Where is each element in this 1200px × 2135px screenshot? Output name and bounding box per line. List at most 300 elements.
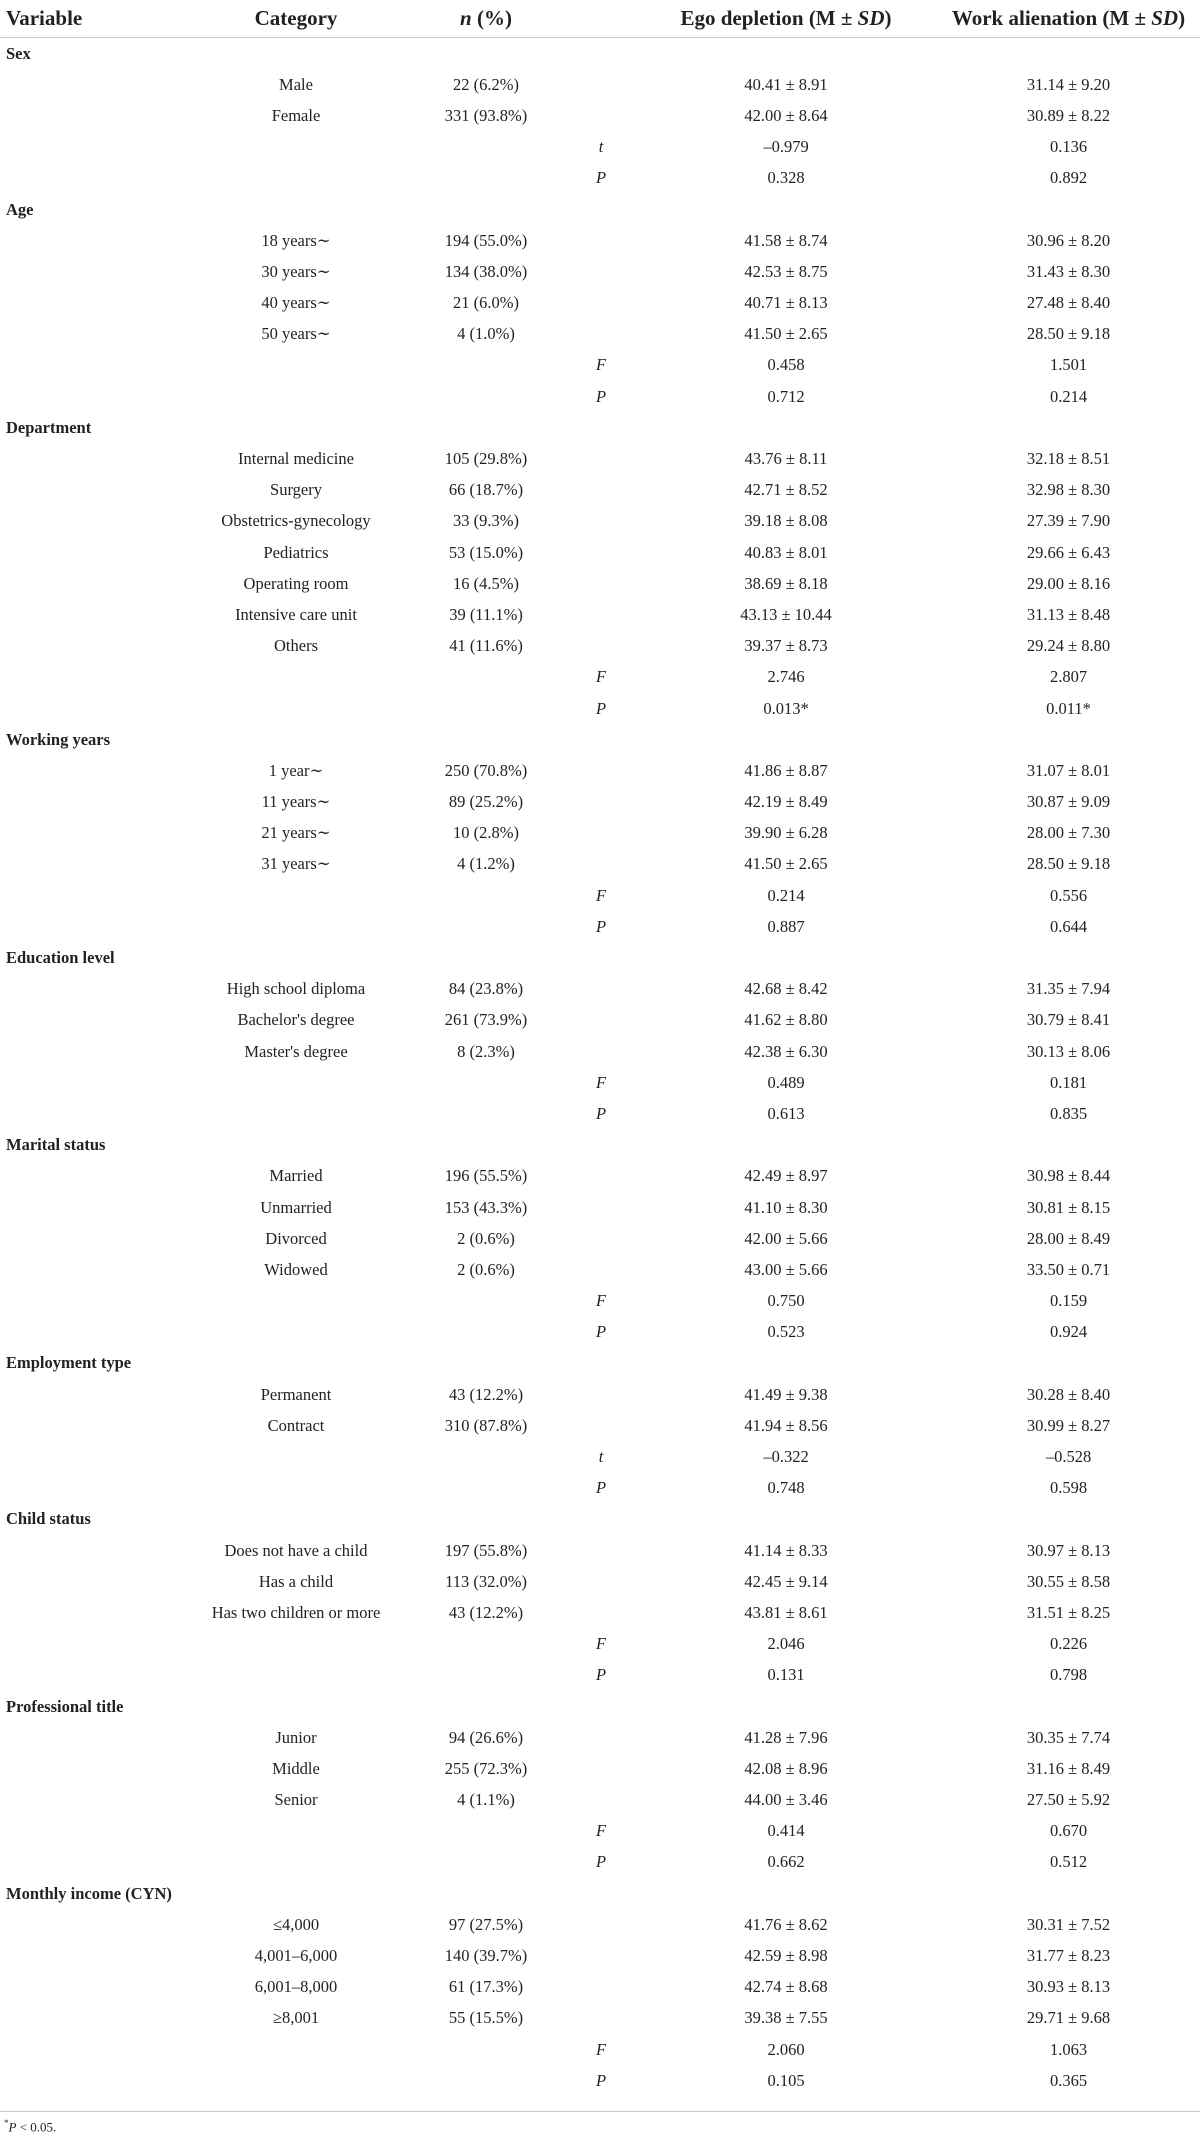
- statistic-cell: [561, 974, 641, 1005]
- table-row: [0, 1161, 1200, 1192]
- stat-row: [0, 2034, 1200, 2065]
- n-percent-cell: 4 (1.1%): [457, 1790, 515, 1810]
- variable-cell: [0, 755, 181, 786]
- category-cell: [181, 1441, 411, 1472]
- ego-depletion-cell: 41.94 ± 8.56: [744, 1415, 828, 1435]
- n-percent-cell: 2 (0.6%): [457, 1228, 515, 1248]
- table-row: [0, 1036, 1200, 1067]
- category-cell: [181, 2065, 411, 2096]
- category-cell: [181, 1847, 411, 1878]
- variable-cell: [0, 1629, 181, 1660]
- variable-cell: [0, 475, 181, 506]
- work-alienation-stat: 0.835: [1049, 1103, 1088, 1123]
- work-alienation-cell: 31.13 ± 8.48: [1026, 604, 1111, 624]
- ego-depletion-cell: 39.38 ± 7.55: [744, 2008, 828, 2028]
- stat-row: [0, 1317, 1200, 1348]
- work-alienation-cell: 30.31 ± 7.52: [1026, 1914, 1111, 1934]
- statistic-label: F: [595, 1072, 607, 1092]
- work-alienation-stat: 0.214: [1049, 386, 1088, 406]
- work-alienation-cell: 29.71 ± 9.68: [1026, 2008, 1111, 2028]
- n-percent-cell: 310 (87.8%): [444, 1415, 528, 1435]
- variable-cell: [0, 818, 181, 849]
- statistic-label: P: [595, 1322, 607, 1342]
- statistic-cell: [561, 1036, 641, 1067]
- n-percent-cell: [411, 1098, 561, 1129]
- group-header-row: [0, 724, 1200, 755]
- variable-cell: [0, 568, 181, 599]
- n-percent-cell: [411, 381, 561, 412]
- statistic-cell: [561, 755, 641, 786]
- ego-depletion-stat: 2.746: [767, 667, 805, 687]
- work-alienation-cell: 30.89 ± 8.22: [1026, 105, 1111, 125]
- work-alienation-cell: 30.93 ± 8.13: [1026, 1977, 1111, 1997]
- stat-row: [0, 1629, 1200, 1660]
- group-header-row: [0, 942, 1200, 973]
- variable-cell: [0, 69, 181, 100]
- table-row: [0, 849, 1200, 880]
- category-cell: Unmarried: [260, 1197, 332, 1217]
- ego-depletion-stat: 0.328: [767, 168, 805, 188]
- ego-depletion-cell: 41.62 ± 8.80: [744, 1010, 828, 1030]
- variable-cell: [0, 631, 181, 662]
- work-alienation-cell: 31.77 ± 8.23: [1026, 1946, 1111, 1966]
- variable-cell: [0, 443, 181, 474]
- category-cell: ≤4,000: [272, 1914, 320, 1934]
- statistic-cell: [561, 1410, 641, 1441]
- variable-group-label: Marital status: [6, 1135, 106, 1155]
- n-percent-cell: 261 (73.9%): [444, 1010, 528, 1030]
- category-cell: 6,001–8,000: [254, 1977, 338, 1997]
- statistic-cell: [561, 256, 641, 287]
- n-percent-cell: 66 (18.7%): [448, 480, 524, 500]
- variable-group-label: Education level: [6, 948, 115, 968]
- table-row: [0, 1940, 1200, 1971]
- header-n-percent: n (%): [411, 0, 561, 38]
- work-alienation-cell: 30.13 ± 8.06: [1026, 1041, 1111, 1061]
- statistic-cell: [561, 1909, 641, 1940]
- variable-cell: [0, 1005, 181, 1036]
- category-cell: 31 years∼: [261, 854, 331, 874]
- ego-depletion-cell: 42.00 ± 5.66: [744, 1228, 828, 1248]
- category-cell: [181, 880, 411, 911]
- category-cell: Married: [269, 1166, 323, 1186]
- category-cell: 18 years∼: [261, 230, 331, 250]
- statistic-label: P: [595, 1665, 607, 1685]
- ego-depletion-cell: 41.28 ± 7.96: [744, 1727, 828, 1747]
- statistic-label: t: [598, 1447, 604, 1467]
- category-cell: ≥8,001: [272, 2008, 320, 2028]
- ego-depletion-cell: 39.90 ± 6.28: [744, 823, 828, 843]
- variable-cell: [0, 225, 181, 256]
- category-cell: [181, 911, 411, 942]
- ego-depletion-cell: 42.59 ± 8.98: [744, 1946, 828, 1966]
- variable-cell: [0, 1816, 181, 1847]
- n-percent-cell: [411, 132, 561, 163]
- category-cell: Surgery: [270, 480, 322, 500]
- work-alienation-cell: 31.14 ± 9.20: [1026, 74, 1111, 94]
- variable-cell: [0, 1098, 181, 1129]
- group-header-row: [0, 1130, 1200, 1161]
- category-cell: [181, 1660, 411, 1691]
- n-percent-cell: 94 (26.6%): [448, 1727, 524, 1747]
- n-percent-cell: [411, 1286, 561, 1317]
- ego-depletion-cell: 44.00 ± 3.46: [744, 1790, 828, 1810]
- category-cell: Female: [271, 105, 321, 125]
- variable-group-label: Professional title: [6, 1696, 124, 1716]
- header-row: [0, 0, 1200, 38]
- ego-depletion-stat: 0.458: [767, 355, 805, 375]
- ego-depletion-stat: 0.131: [767, 1665, 805, 1685]
- ego-depletion-stat: 0.887: [767, 916, 805, 936]
- table-row: [0, 319, 1200, 350]
- variable-group-label: Child status: [6, 1509, 91, 1529]
- n-percent-cell: 39 (11.1%): [449, 604, 523, 624]
- n-percent-cell: 89 (25.2%): [448, 792, 524, 812]
- work-alienation-stat: 0.556: [1049, 885, 1088, 905]
- work-alienation-cell: 31.35 ± 7.94: [1026, 979, 1111, 999]
- work-alienation-stat: 0.512: [1049, 1852, 1088, 1872]
- table-row: [0, 1005, 1200, 1036]
- statistic-cell: [561, 288, 641, 319]
- table-row: [0, 1597, 1200, 1628]
- statistic-cell: [561, 69, 641, 100]
- table-row: [0, 631, 1200, 662]
- work-alienation-cell: 30.99 ± 8.27: [1026, 1415, 1111, 1435]
- header-statistic: [561, 0, 641, 38]
- group-header-row: [0, 1348, 1200, 1379]
- footnote: *P < 0.05.: [0, 2111, 1200, 2135]
- variable-cell: [0, 1441, 181, 1472]
- work-alienation-stat: 0.181: [1049, 1072, 1088, 1092]
- statistic-label: t: [598, 137, 604, 157]
- variable-cell: [0, 1722, 181, 1753]
- n-percent-cell: 84 (23.8%): [448, 979, 524, 999]
- ego-depletion-cell: 42.00 ± 8.64: [744, 105, 828, 125]
- n-percent-cell: 43 (12.2%): [448, 1384, 524, 1404]
- variable-group-label: Working years: [6, 729, 111, 749]
- stat-row: [0, 1067, 1200, 1098]
- variable-cell: [0, 662, 181, 693]
- work-alienation-cell: 30.81 ± 8.15: [1026, 1197, 1111, 1217]
- statistic-cell: [561, 631, 641, 662]
- variable-cell: [0, 350, 181, 381]
- work-alienation-cell: 31.51 ± 8.25: [1026, 1602, 1111, 1622]
- header-variable: Variable: [0, 0, 181, 38]
- n-percent-cell: 255 (72.3%): [444, 1758, 528, 1778]
- table-row: [0, 1254, 1200, 1285]
- statistic-label: F: [595, 2039, 607, 2059]
- table-row: [0, 1753, 1200, 1784]
- n-percent-cell: 2 (0.6%): [457, 1259, 515, 1279]
- work-alienation-stat: 0.365: [1049, 2070, 1088, 2090]
- ego-depletion-stat: 0.750: [767, 1291, 805, 1311]
- n-percent-cell: [411, 880, 561, 911]
- ego-depletion-cell: 40.71 ± 8.13: [744, 293, 828, 313]
- category-cell: [181, 1067, 411, 1098]
- work-alienation-cell: 28.00 ± 8.49: [1026, 1228, 1111, 1248]
- table-row: [0, 755, 1200, 786]
- category-cell: [181, 662, 411, 693]
- n-percent-cell: 8 (2.3%): [457, 1041, 515, 1061]
- n-percent-cell: [411, 1441, 561, 1472]
- statistic-cell: [561, 1379, 641, 1410]
- table-row: [0, 225, 1200, 256]
- work-alienation-stat: 0.011*: [1046, 698, 1091, 718]
- variable-cell: [0, 2065, 181, 2096]
- group-header-row: [0, 412, 1200, 443]
- work-alienation-cell: 30.55 ± 8.58: [1026, 1571, 1111, 1591]
- statistic-cell: [561, 787, 641, 818]
- variable-cell: [0, 100, 181, 131]
- ego-depletion-stat: 0.613: [767, 1103, 805, 1123]
- variable-cell: [0, 911, 181, 942]
- ego-depletion-cell: 42.19 ± 8.49: [744, 792, 828, 812]
- work-alienation-cell: 31.07 ± 8.01: [1026, 760, 1111, 780]
- work-alienation-cell: 30.87 ± 9.09: [1026, 792, 1111, 812]
- statistic-label: F: [595, 1821, 607, 1841]
- variable-cell: [0, 132, 181, 163]
- variable-cell: [0, 1785, 181, 1816]
- variable-cell: [0, 1473, 181, 1504]
- ego-depletion-stat: 0.013*: [763, 698, 809, 718]
- variable-cell: [0, 288, 181, 319]
- statistic-label: P: [595, 168, 607, 188]
- variable-cell: [0, 1660, 181, 1691]
- statistic-label: P: [595, 916, 607, 936]
- ego-depletion-stat: 0.489: [767, 1072, 805, 1092]
- variable-cell: [0, 1566, 181, 1597]
- statistic-cell: [561, 1753, 641, 1784]
- statistic-cell: [561, 1535, 641, 1566]
- n-percent-cell: 134 (38.0%): [444, 261, 528, 281]
- variable-group-label: Age: [6, 199, 34, 219]
- n-percent-cell: 97 (27.5%): [448, 1914, 524, 1934]
- category-cell: Permanent: [260, 1384, 332, 1404]
- category-cell: [181, 1629, 411, 1660]
- variable-group-label: Monthly income (CYN): [6, 1883, 172, 1903]
- group-header-row: [0, 1691, 1200, 1722]
- work-alienation-cell: 28.50 ± 9.18: [1026, 324, 1111, 344]
- variable-cell: [0, 1161, 181, 1192]
- ego-depletion-cell: 42.53 ± 8.75: [744, 261, 828, 281]
- ego-depletion-cell: 41.76 ± 8.62: [744, 1914, 828, 1934]
- variable-cell: [0, 1317, 181, 1348]
- n-percent-cell: [411, 2065, 561, 2096]
- n-percent-cell: [411, 1629, 561, 1660]
- stat-row: [0, 662, 1200, 693]
- table-row: [0, 537, 1200, 568]
- stat-row: [0, 880, 1200, 911]
- variable-cell: [0, 1192, 181, 1223]
- variable-cell: [0, 849, 181, 880]
- ego-depletion-stat: 0.414: [767, 1821, 805, 1841]
- table-row: [0, 1972, 1200, 2003]
- variable-cell: [0, 506, 181, 537]
- category-cell: [181, 350, 411, 381]
- category-cell: [181, 1816, 411, 1847]
- statistic-cell: [561, 475, 641, 506]
- n-percent-cell: 196 (55.5%): [444, 1166, 528, 1186]
- work-alienation-stat: –0.528: [1045, 1447, 1092, 1467]
- work-alienation-cell: 30.96 ± 8.20: [1026, 230, 1111, 250]
- table-row: [0, 974, 1200, 1005]
- work-alienation-cell: 32.98 ± 8.30: [1026, 480, 1111, 500]
- category-cell: Intensive care unit: [235, 604, 357, 624]
- statistic-cell: [561, 225, 641, 256]
- table-row: [0, 443, 1200, 474]
- category-cell: [181, 1317, 411, 1348]
- ego-depletion-cell: 43.81 ± 8.61: [744, 1602, 828, 1622]
- work-alienation-cell: 27.39 ± 7.90: [1026, 511, 1111, 531]
- table-row: [0, 1223, 1200, 1254]
- n-percent-cell: 250 (70.8%): [444, 760, 528, 780]
- category-cell: Divorced: [265, 1228, 327, 1248]
- ego-depletion-cell: 40.41 ± 8.91: [744, 74, 828, 94]
- statistic-label: P: [595, 386, 607, 406]
- variable-group-label: Employment type: [6, 1353, 132, 1373]
- category-cell: [181, 1098, 411, 1129]
- variable-cell: [0, 599, 181, 630]
- stat-row: [0, 1473, 1200, 1504]
- variable-cell: [0, 1753, 181, 1784]
- ego-depletion-stat: 2.046: [767, 1634, 805, 1654]
- variable-cell: [0, 1972, 181, 2003]
- category-cell: Junior: [275, 1727, 317, 1747]
- ego-depletion-stat: –0.979: [763, 137, 809, 157]
- category-cell: Pediatrics: [263, 542, 329, 562]
- ego-depletion-cell: 43.13 ± 10.44: [740, 604, 832, 624]
- n-percent-cell: 10 (2.8%): [453, 823, 519, 843]
- stat-row: [0, 1816, 1200, 1847]
- n-percent-cell: [411, 1473, 561, 1504]
- category-cell: Senior: [274, 1790, 318, 1810]
- work-alienation-cell: 27.48 ± 8.40: [1026, 293, 1111, 313]
- ego-depletion-cell: 41.14 ± 8.33: [744, 1540, 828, 1560]
- statistic-cell: [561, 2003, 641, 2034]
- work-alienation-cell: 31.16 ± 8.49: [1026, 1758, 1111, 1778]
- category-cell: 21 years∼: [261, 823, 331, 843]
- table-row: [0, 1785, 1200, 1816]
- ego-depletion-cell: 42.49 ± 8.97: [744, 1166, 828, 1186]
- header-ego-depletion: Ego depletion (M ± SD): [641, 0, 931, 38]
- ego-depletion-cell: 41.10 ± 8.30: [744, 1197, 828, 1217]
- work-alienation-stat: 1.501: [1049, 355, 1088, 375]
- category-cell: Has two children or more: [211, 1602, 381, 1622]
- variable-cell: [0, 1223, 181, 1254]
- n-percent-cell: 55 (15.5%): [448, 2008, 524, 2028]
- category-cell: Male: [279, 74, 313, 94]
- ego-depletion-cell: 42.45 ± 9.14: [744, 1571, 828, 1591]
- stat-row: [0, 1098, 1200, 1129]
- table-row: [0, 568, 1200, 599]
- variable-cell: [0, 319, 181, 350]
- category-cell: Does not have a child: [224, 1540, 368, 1560]
- work-alienation-cell: 30.97 ± 8.13: [1026, 1540, 1111, 1560]
- statistic-cell: [561, 599, 641, 630]
- statistic-cell: [561, 1161, 641, 1192]
- table-row: [0, 599, 1200, 630]
- category-cell: Others: [274, 636, 318, 656]
- stat-row: [0, 911, 1200, 942]
- ego-depletion-cell: 41.86 ± 8.87: [744, 760, 828, 780]
- n-percent-cell: 105 (29.8%): [444, 449, 528, 469]
- ego-depletion-stat: 0.748: [767, 1478, 805, 1498]
- statistic-label: F: [595, 1634, 607, 1654]
- n-percent-cell: 43 (12.2%): [448, 1602, 524, 1622]
- variable-cell: [0, 1940, 181, 1971]
- category-cell: [181, 693, 411, 724]
- variable-cell: [0, 537, 181, 568]
- variable-cell: [0, 1410, 181, 1441]
- statistic-cell: [561, 1005, 641, 1036]
- n-percent-cell: [411, 911, 561, 942]
- variable-cell: [0, 1847, 181, 1878]
- n-percent-cell: [411, 693, 561, 724]
- ego-depletion-stat: –0.322: [763, 1447, 809, 1467]
- ego-depletion-cell: 41.50 ± 2.65: [744, 324, 828, 344]
- ego-depletion-cell: 40.83 ± 8.01: [744, 542, 828, 562]
- ego-depletion-cell: 42.74 ± 8.68: [744, 1977, 828, 1997]
- statistic-cell: [561, 1785, 641, 1816]
- statistic-cell: [561, 568, 641, 599]
- table-row: [0, 1192, 1200, 1223]
- work-alienation-stat: 0.226: [1049, 1634, 1088, 1654]
- n-percent-cell: 153 (43.3%): [444, 1197, 528, 1217]
- ego-depletion-stat: 0.662: [767, 1852, 805, 1872]
- group-header-row: [0, 194, 1200, 225]
- category-cell: [181, 163, 411, 194]
- n-percent-cell: 16 (4.5%): [453, 573, 519, 593]
- ego-depletion-cell: 41.49 ± 9.38: [744, 1384, 828, 1404]
- category-cell: Obstetrics-gynecology: [221, 511, 371, 531]
- statistic-cell: [561, 319, 641, 350]
- ego-depletion-stat: 0.214: [767, 885, 805, 905]
- statistic-cell: [561, 443, 641, 474]
- stat-row: [0, 693, 1200, 724]
- variable-cell: [0, 974, 181, 1005]
- header-work-alienation: Work alienation (M ± SD): [931, 0, 1200, 38]
- ego-depletion-cell: 41.58 ± 8.74: [744, 230, 828, 250]
- n-percent-cell: [411, 2034, 561, 2065]
- n-percent-cell: 41 (11.6%): [449, 636, 523, 656]
- ego-depletion-cell: 38.69 ± 8.18: [744, 573, 828, 593]
- statistic-label: P: [595, 698, 607, 718]
- n-percent-cell: [411, 662, 561, 693]
- group-header-row: [0, 1878, 1200, 1909]
- category-cell: 4,001–6,000: [254, 1946, 338, 1966]
- work-alienation-cell: 30.28 ± 8.40: [1026, 1384, 1111, 1404]
- n-percent-cell: [411, 1847, 561, 1878]
- category-cell: [181, 1473, 411, 1504]
- n-percent-cell: [411, 163, 561, 194]
- ego-depletion-cell: 42.38 ± 6.30: [744, 1041, 828, 1061]
- category-cell: [181, 381, 411, 412]
- ego-depletion-cell: 41.50 ± 2.65: [744, 854, 828, 874]
- n-percent-cell: 113 (32.0%): [445, 1571, 527, 1591]
- table-row: [0, 1566, 1200, 1597]
- work-alienation-cell: 33.50 ± 0.71: [1026, 1259, 1111, 1279]
- ego-depletion-cell: 42.68 ± 8.42: [744, 979, 828, 999]
- work-alienation-stat: 0.644: [1049, 916, 1088, 936]
- n-percent-cell: 22 (6.2%): [453, 74, 519, 94]
- category-cell: 40 years∼: [261, 293, 331, 313]
- stat-row: [0, 1847, 1200, 1878]
- table-row: [0, 100, 1200, 131]
- ego-depletion-cell: 39.18 ± 8.08: [744, 511, 828, 531]
- variable-cell: [0, 693, 181, 724]
- work-alienation-cell: 31.43 ± 8.30: [1026, 261, 1111, 281]
- variable-cell: [0, 2034, 181, 2065]
